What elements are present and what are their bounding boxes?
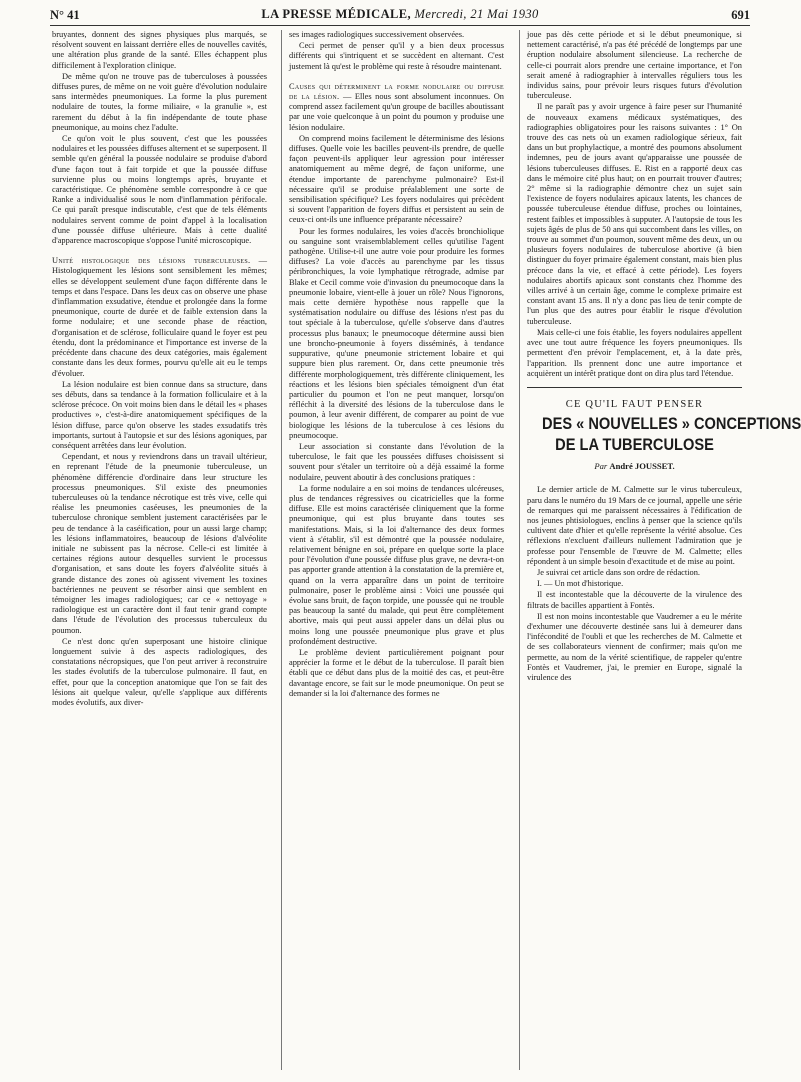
paragraph: joue pas dès cette période et si le début pneumonique, si nettement caractérisé, n'a pas été précédé de longtemps par une éruption nodulaire absolument silencieuse. La recherche de celle-ci pourrait alors prendre une certaine importance, et l'on serait amené à radiographier à intervalles réguliers tous les individus sains, pour prévoir leurs risques futurs d'évolution tuberculeuse. — [527, 30, 742, 101]
column-2 — [289, 30, 504, 1075]
article-separator — [527, 387, 742, 388]
column-1 — [52, 30, 267, 1075]
article-kicker: CE QU'IL FAUT PENSER — [565, 398, 704, 410]
paragraph: Il est non moins incontestable que Vaudremer a eu le mérite d'exhumer une découverte destinée sans lui à demeurer dans l'infécondité de l'oubli et que les recherches de M. Calmette et de ses collaborateurs viennent de confirmer; mais qu'on me permette, au nom de la vérité scientifique, de rappeler qu'entre Fontès et Vaudremer, j'ai, le premier en Europe, signalé la virulence des — [527, 611, 742, 682]
paragraph: Leur association si constante dans l'évolution de la tuberculose, le fait que les poussées diffuses choisissent si souvent pour s'étaler un territoire où a déjà essaimé la forme nodulaire, peuvent aboutir à des conclusions pratiques : — [289, 441, 504, 482]
paragraph: La lésion nodulaire est bien connue dans sa structure, dans ses débuts, dans sa tendance à la formation folliculaire et à la sclérose précoce. On voit moins bien dans le détail les « phases productives », c'est-à-dire anatomiquement spécifiques de la lésion diffuse, parce qu'on observe les stades exsudatifs très importants, surtout à l'autopsie et sur des lésions agoniques, par conséquent arrêtées dans leur évolution. — [52, 379, 267, 450]
column-divider — [281, 30, 282, 1070]
paragraph: Il est incontestable que la découverte de la virulence des filtrats de bacilles appartient à Fontès. — [527, 590, 742, 610]
paragraph: On comprend moins facilement le déterminisme des lésions diffuses. Quelle voie les bacilles peuvent-ils prendre, de quelle façon peuvent-ils appliquer leur agression pour intéresser anatomiquement au même degré, de façon uniforme, une étendue importante de parenchyme pulmonaire? Est-il nécessaire qu'il se produise préalablement une sorte de sensibilisation spécifique? Les foyers nodulaires qui précèdent si souvent l'apparition de foyers diffus et persistent au sein de ceux-ci ont-ils une influence préparante nécessaire? — [289, 133, 504, 225]
running-title — [50, 7, 750, 22]
page-number: 691 — [731, 8, 750, 22]
paragraph: Pour les formes nodulaires, les voies d'accès bronchiolique ou sanguine sont vraisemblablement celles qu'utilise l'agent pathogène. Utilise-t-il une autre voie pour produire les formes diffuses? La voie d'accès au parenchyme par les tissus péribronchiques, la voie lymphatique rétrograde, admise par Blake et Cecil comme voie d'invasion du pneumocoque dans la pneumonie lobaire, vient-elle à jouer un rôle? Nous l'ignorons, mais cette dernière hypothèse nous rappelle que la systématisation nodulaire ou diffuse des lésions n'est pas du tout spéciale à la tuberculose, qu'elle s'observe dans d'autres processus plus banaux; le pneumocoque détermine aussi bien une broncho-pneumonie à foyers disséminés, à tendance suppurative, qu'une pneumonie strictement lobaire et qui suppure bien plus rarement. Or, dans cette pneumonie très différente morphologiquement, très différente cliniquement, les réactions et les lésions bien spéciales témoignent d'un état particulier du poumon et l'on ne peut manquer, lorsqu'on réfléchit à la diversité des lésions de la tuberculose dans le poumon, à leur avenir différent, de comparer au point de vue biologique les lésions de la tuberculose à ces lésions du pneumocoque. — [289, 226, 504, 440]
header-rule — [50, 25, 750, 26]
paragraph: Je suivrai cet article dans son ordre de rédaction. — [537, 567, 701, 577]
byline-prefix: Par — [594, 461, 608, 472]
paragraph: Ceci permet de penser qu'il y a bien deux processus différents qui s'intriquent et se succèdent en alternant. C'est justement là qu'est le problème qui reste à résoudre maintenant. — [289, 41, 504, 71]
section-heading: Causes qui déterminent la forme nodulaire ou diffuse de la lésion. — [289, 81, 504, 102]
paragraph: Cependant, et nous y reviendrons dans un travail ultérieur, en reprenant l'étude de la pneumonie tuberculeuse, un phénomène différencie d'ordinaire dans leur structure les processus pneumoniques. S'il existe des pneumonies tuberculeuses où la tendance nécrotique est très vive, celle qui réalise les pneumonies caséeuses, les pneumonies de la tuberculose chronique semblent justement caractérisées par le peu de tendance à la caséification, pour un aussi large champ; les lésions inflammatoires, beaucoup de lésions d'alvéolite initiale ne subissent pas la nécrose. Celle-ci est limitée à certaines régions autour desquelles survient le processus d'organisation, et sans doute les foyers d'alvéolite situés à grande distance des zones où agissent vivement les toxines bactériennes ne peuvent se résorber ainsi que semblent en témoigner les images radiologiques; car ce « nettoyage » radiologique est un caractère dont il faut tenir grand compte dans l'étude de l'évolution des processus tuberculeux du poumon. — [52, 452, 267, 635]
paragraph-text: — Elles nous sont absolument inconnues. On comprend assez facilement qu'un groupe de bacilles aboutissant par une voie quelconque à un point du poumon y produise une lésion nodulaire. — [289, 92, 504, 132]
paragraph: Ce qu'on voit le plus souvent, c'est que les poussées nodulaires et les poussées diffuses alternent et se superposent. Il semble qu'en général la poussée nodulaire se produise d'abord d'une façon tout à fait torpide et que la poussée diffuse survienne plus ou moins longtemps après, bruyante et caractéristique. Ce phénomène semble correspondre à ce que Ranke a individualisé sous le nom d'inflammation périfocale. Ce qui paraît presque indiscutable, c'est que de tels éléments nodulaires servent comme de point d'appel à la localisation d'une poussée diffuse ultérieure. Mais à cette dualité d'apparence macroscopique s'oppose l'unité microscopique. — [52, 134, 267, 246]
article-author: André JOUSSET. — [609, 461, 675, 472]
paragraph: ses images radiologiques successivement observées. — [289, 30, 465, 39]
column-divider — [519, 30, 520, 1070]
paragraph: Le dernier article de M. Calmette sur le virus tuberculeux, paru dans le numéro du 19 Mars de ce journal, appelle une série de remarques qui me paraissent nécessaires à l'édification de nos jeunes phtisiologues, enclins à penser que la science qu'ils cultivent date d'hier et qu'elle représente la vérité absolue. Ces réflexions n'excluent d'ailleurs nullement l'admiration que je professe pour l'ensemble de l'œuvre de M. Calmette; elles répondent à un simple besoin d'exactitude et de mise au point. — [527, 485, 742, 566]
journal-name: LA PRESSE MÉDICALE, — [261, 7, 411, 21]
paragraph: bruyantes, donnent des signes physiques plus marqués, se résolvent souvent en laissant derrière elles de nouvelles cavités, une altération plus grande de la santé. Elles échappent plus difficilement à l'exploration clinique. — [52, 30, 267, 70]
paragraph: Il ne paraît pas y avoir urgence à faire peser sur l'humanité de nouveaux examens médicaux systématiques, des radiographies obligatoires pour les raisons suivantes : 1° On trouve des cas nets où un examen radiologique sérieux, fait dans un but prophylactique, a montré des poumons absolument indemnes, peu de jours avant qu'apparaisse une poussée de lésions tuberculeuses diffuses. E. Rist en a rapporté deux cas dans le mémoire cité plus haut; on en pourrait trouver d'autres; 2° même si la radiographie démontre chez un sujet sain l'existence de foyers nodulaires apicaux latents, les chances de poussée tuberculeuse étendue diffuse, proches ou lointaines, restent faibles et impossibles à supputer. A l'autopsie de tous les sujets âgés de plus de 50 ans qui succombent dans les villes, on trouve au sommet d'un poumon, souvent même des deux, un ou plusieurs foyers nodulaires de tuberculose abortive (à bien distinguer du foyer primaire également constant, mais bien plus précoce dans la vie, et effacé à cette période). Les foyers nodulaires abortifs apicaux sont constants chez l'homme des villes arrivé à un certain âge, comme le complexe primaire est constant avant 15 ans. Il n'y a donc pas lieu de tenir compte de l'un plus que des autres pour établir le risque d'évolution tuberculeuse. — [527, 102, 742, 326]
subsection-heading: I. — Un mot d'historique. — [537, 579, 624, 589]
paragraph: De même qu'on ne trouve pas de tuberculoses à poussées diffuses pures, de même on ne voit guère d'évolution nodulaire sans intermèdes pneumoniques. La forme la plus purement nodulaire de toutes, la forme miliaire, « la granulie », est rarement du début à la fin indépendante de toute phase pneumonique, au moins chez l'adulte. — [52, 71, 267, 132]
issue-number: N° 41 — [50, 8, 80, 22]
paragraph: Ce n'est donc qu'en superposant une histoire clinique longuement suivie à des aspects radiologiques, des constatations nécropsiques, que l'on peut arriver à reconstruire les stades évolutifs de la tuberculose pulmonaire. Il faut, en effet, pour que la conception anatomique que l'on se fait des lésions ait quelque valeur, qu'elle s'applique aux différents modes évolutifs, aux diver- — [52, 636, 267, 707]
column-3 — [527, 30, 801, 1075]
article-title-line-1: DES « NOUVELLES » CONCEPTIONS — [542, 414, 801, 434]
paragraph-text: — Histologiquement les lésions sont sensiblement les mêmes; elles se développent seulement d'une façon différente dans le temps et dans l'espace. Dans les deux cas on observe une phase d'inflammation exsudative, étendue et prolongée dans la forme pneumonique, courte de durée et de faible extension dans la forme nodulaire; et une seconde phase de réaction, d'organisation et de sclérose, folliculaire quand le foyer est peu étendu, dont la prédominance et l'importance est inverse de la précédente dans chacune des deux catégories, mais également constante dans les deux formes, pourvu qu'elle ait eu le temps d'évoluer. — [52, 256, 267, 378]
section-heading: Unité histologique des lésions tuberculeuses. — [52, 256, 251, 266]
paragraph: Le problème devient particulièrement poignant pour apprécier la forme et le début de la tuberculose. Il paraît bien établi que ce début dans plus de la moitié des cas, et peut-être davantage encore, se fait sur le mode pneumonique. On peut se demander si la loi d'alternance des formes ne — [289, 647, 504, 698]
paragraph: Mais celle-ci une fois établie, les foyers nodulaires appellent avec une tout autre fréquence les foyers pneumoniques. Ils permettent d'en prévoir l'emplacement, et, à la date près, l'apparition. Ils prennent donc une autre importance et acquièrent un intérêt pratique dont on dira plus tard l'étendue. — [527, 327, 742, 378]
paragraph: La forme nodulaire a en soi moins de tendances ulcéreuses, plus de tendances régressives ou cicatricielles que la forme diffuse. Elle est moins caractérisée cliniquement que la forme pneumonique, qui est plus bruyante dans toutes ses manifestations. Mais, si la loi d'alternance des deux formes vient à s'établir, s'il est démontré que la poussée nodulaire, relativement bénigne en soi, prépare en quelque sorte la place pour l'évolution d'une poussée diffuse plus grave, ne devra-t-on pas apporter grande attention à la constatation de la première et, quand on la verra apparaître dans un point de territoire pulmonaire, poser le problème ainsi : Voici une poussée qui évolue sans bruit, de façon torpide, une poussée qui ne trouble pas beaucoup la santé du malade, qui peut être complètement abortive, mais qui peut aussi appeler dans un délai plus ou moins long une poussée pneumonique plus grave et plus profondément destructive. — [289, 483, 504, 646]
article-title-line-2: DE LA TUBERCULOSE — [555, 435, 714, 455]
issue-date: Mercredi, 21 Mai 1930 — [414, 7, 539, 21]
article-byline — [527, 461, 742, 471]
